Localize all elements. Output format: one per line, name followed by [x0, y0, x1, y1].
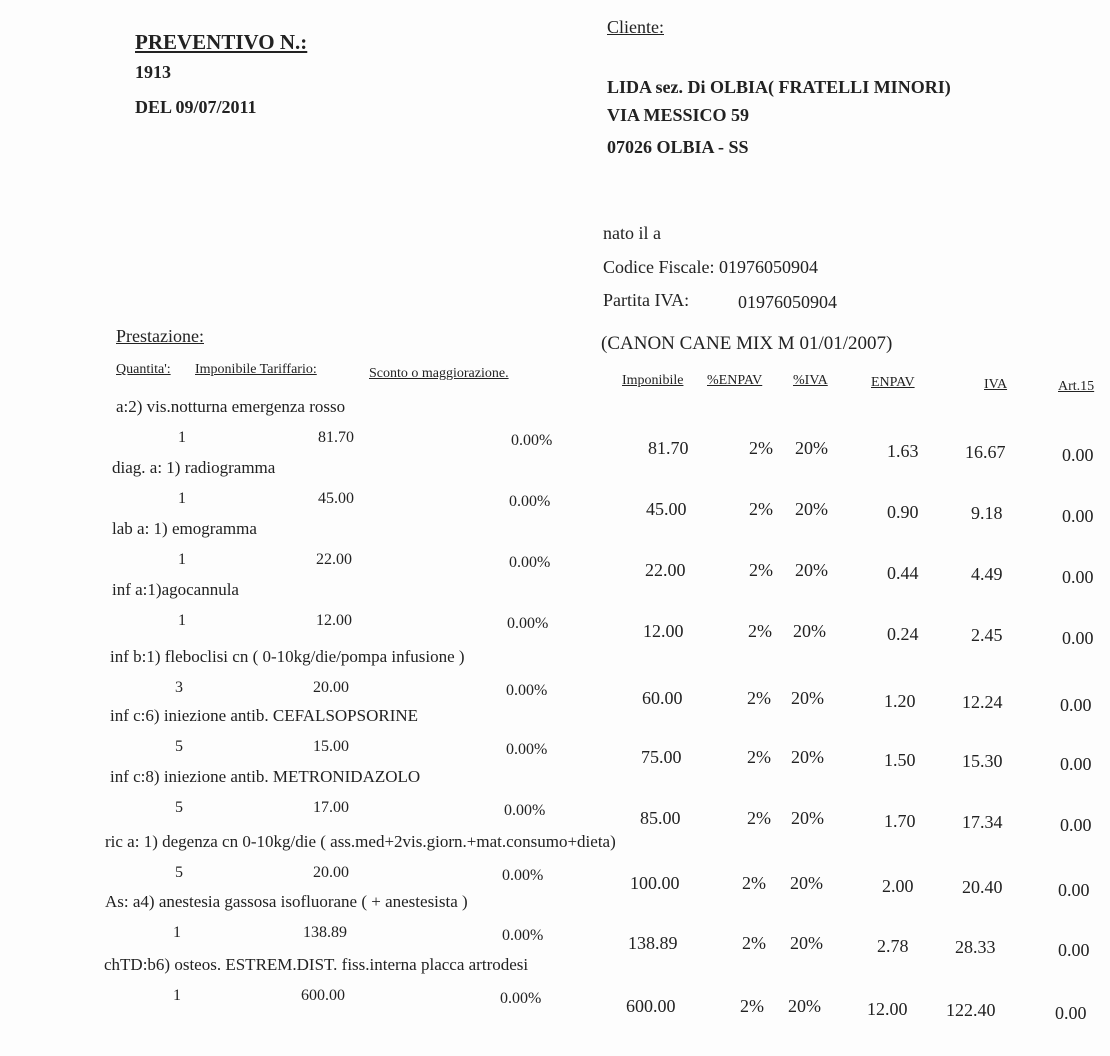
enpav-cell: 2.00 — [882, 876, 914, 896]
header-pct-enpav: %ENPAV — [707, 373, 763, 388]
art15-cell: 0.00 — [1058, 880, 1090, 900]
enpav-cell: 2.78 — [877, 936, 909, 956]
art15-cell: 0.00 — [1060, 754, 1092, 774]
discount-cell: 0.00% — [506, 682, 548, 699]
art15-cell: 0.00 — [1060, 815, 1092, 835]
quote-date: DEL 09/07/2011 — [135, 97, 257, 117]
art15-cell: 0.00 — [1062, 567, 1094, 587]
iva-cell: 20.40 — [962, 877, 1003, 897]
service-description: diag. a: 1) radiogramma — [112, 458, 276, 477]
pct-iva-cell: 20% — [788, 996, 821, 1016]
partita-iva-value: 01976050904 — [738, 292, 837, 312]
imponibile-cell: 45.00 — [646, 499, 687, 519]
animal-info: (CANON CANE MIX M 01/01/2007) — [601, 333, 893, 354]
quantity-cell: 1 — [173, 987, 181, 1004]
pct-iva-cell: 20% — [791, 808, 824, 828]
tariff-cell: 20.00 — [313, 864, 349, 881]
imponibile-cell: 75.00 — [641, 747, 682, 767]
tariff-cell: 20.00 — [313, 679, 349, 696]
iva-cell: 9.18 — [971, 503, 1003, 523]
client-address: VIA MESSICO 59 — [607, 105, 750, 125]
tariff-cell: 81.70 — [318, 429, 354, 446]
pct-iva-cell: 20% — [790, 873, 823, 893]
art15-cell: 0.00 — [1055, 1003, 1087, 1023]
service-description: As: a4) anestesia gassosa isofluorane ( + anestesista ) — [105, 892, 468, 911]
discount-cell: 0.00% — [502, 927, 544, 944]
discount-cell: 0.00% — [504, 802, 546, 819]
iva-cell: 4.49 — [971, 564, 1003, 584]
service-description: ric a: 1) degenza cn 0-10kg/die ( ass.med+2vis.giorn.+mat.consumo+dieta) — [105, 832, 616, 851]
iva-cell: 28.33 — [955, 937, 996, 957]
imponibile-cell: 138.89 — [628, 933, 678, 953]
art15-cell: 0.00 — [1060, 695, 1092, 715]
tariff-cell: 15.00 — [313, 738, 349, 755]
enpav-cell: 12.00 — [867, 999, 908, 1019]
enpav-cell: 1.20 — [884, 691, 916, 711]
pct-enpav-cell: 2% — [749, 438, 773, 458]
discount-cell: 0.00% — [511, 432, 553, 449]
header-discount: Sconto o maggiorazione. — [369, 366, 509, 381]
art15-cell: 0.00 — [1062, 628, 1094, 648]
birth-info: nato il a — [603, 223, 661, 243]
pct-enpav-cell: 2% — [742, 933, 766, 953]
client-city: 07026 OLBIA - SS — [607, 137, 749, 157]
pct-iva-cell: 20% — [791, 747, 824, 767]
quantity-cell: 5 — [175, 799, 183, 816]
enpav-cell: 0.90 — [887, 502, 919, 522]
tariff-cell: 600.00 — [301, 987, 345, 1004]
pct-enpav-cell: 2% — [748, 621, 772, 641]
header-iva: IVA — [984, 377, 1008, 392]
quantity-cell: 5 — [175, 738, 183, 755]
art15-cell: 0.00 — [1062, 445, 1094, 465]
imponibile-cell: 81.70 — [648, 438, 689, 458]
quantity-cell: 1 — [178, 612, 186, 629]
iva-cell: 122.40 — [946, 1000, 996, 1020]
discount-cell: 0.00% — [507, 615, 549, 632]
discount-cell: 0.00% — [506, 741, 548, 758]
quantity-cell: 5 — [175, 864, 183, 881]
discount-cell: 0.00% — [509, 554, 551, 571]
tariff-cell: 12.00 — [316, 612, 352, 629]
quantity-cell: 1 — [178, 490, 186, 507]
tariff-cell: 22.00 — [316, 551, 352, 568]
service-description: inf a:1)agocannula — [112, 580, 239, 599]
service-description: a:2) vis.notturna emergenza rosso — [116, 397, 346, 416]
partita-iva-label: Partita IVA: — [603, 290, 690, 310]
discount-cell: 0.00% — [500, 990, 542, 1007]
pct-iva-cell: 20% — [793, 621, 826, 641]
imponibile-cell: 12.00 — [643, 621, 684, 641]
enpav-cell: 0.24 — [887, 624, 919, 644]
imponibile-cell: 600.00 — [626, 996, 676, 1016]
service-description: inf c:8) iniezione antib. METRONIDAZOLO — [110, 767, 421, 786]
discount-cell: 0.00% — [502, 867, 544, 884]
tariff-cell: 45.00 — [318, 490, 354, 507]
pct-iva-cell: 20% — [795, 499, 828, 519]
service-description: inf b:1) fleboclisi cn ( 0-10kg/die/pompa infusione ) — [110, 647, 465, 666]
codice-fiscale: Codice Fiscale: 01976050904 — [603, 257, 818, 277]
enpav-cell: 0.44 — [887, 563, 919, 583]
art15-cell: 0.00 — [1058, 940, 1090, 960]
section-label: Prestazione: — [116, 326, 204, 346]
header-tariff: Imponibile Tariffario: — [195, 362, 317, 377]
header-pct-iva: %IVA — [793, 373, 828, 388]
pct-iva-cell: 20% — [795, 438, 828, 458]
pct-enpav-cell: 2% — [747, 747, 771, 767]
iva-cell: 16.67 — [965, 442, 1006, 462]
pct-iva-cell: 20% — [795, 560, 828, 580]
imponibile-cell: 85.00 — [640, 808, 681, 828]
iva-cell: 2.45 — [971, 625, 1003, 645]
pct-enpav-cell: 2% — [747, 808, 771, 828]
service-description: lab a: 1) emogramma — [112, 519, 257, 538]
client-label: Cliente: — [607, 17, 664, 37]
header-imponibile: Imponibile — [622, 373, 684, 388]
service-description: chTD:b6) osteos. ESTREM.DIST. fiss.interna placca artrodesi — [104, 955, 529, 974]
header-art15: Art.15 — [1058, 379, 1095, 394]
quantity-cell: 1 — [173, 924, 181, 941]
pct-enpav-cell: 2% — [747, 688, 771, 708]
discount-cell: 0.00% — [509, 493, 551, 510]
enpav-cell: 1.70 — [884, 811, 916, 831]
imponibile-cell: 100.00 — [630, 873, 680, 893]
header-enpav: ENPAV — [871, 375, 915, 390]
iva-cell: 17.34 — [962, 812, 1003, 832]
enpav-cell: 1.63 — [887, 441, 919, 461]
iva-cell: 15.30 — [962, 751, 1003, 771]
tariff-cell: 138.89 — [303, 924, 347, 941]
imponibile-cell: 60.00 — [642, 688, 683, 708]
header-quantity: Quantita': — [116, 362, 171, 377]
iva-cell: 12.24 — [962, 692, 1003, 712]
pct-enpav-cell: 2% — [740, 996, 764, 1016]
quantity-cell: 1 — [178, 429, 186, 446]
enpav-cell: 1.50 — [884, 750, 916, 770]
tariff-cell: 17.00 — [313, 799, 349, 816]
quote-number: 1913 — [135, 62, 171, 82]
client-name: LIDA sez. Di OLBIA( FRATELLI MINORI) — [607, 77, 951, 97]
pct-iva-cell: 20% — [790, 933, 823, 953]
imponibile-cell: 22.00 — [645, 560, 686, 580]
pct-enpav-cell: 2% — [749, 560, 773, 580]
quantity-cell: 1 — [178, 551, 186, 568]
pct-enpav-cell: 2% — [742, 873, 766, 893]
service-description: inf c:6) iniezione antib. CEFALSOPSORINE — [110, 706, 419, 725]
quote-title: PREVENTIVO N.: — [135, 30, 308, 54]
art15-cell: 0.00 — [1062, 506, 1094, 526]
pct-enpav-cell: 2% — [749, 499, 773, 519]
pct-iva-cell: 20% — [791, 688, 824, 708]
quantity-cell: 3 — [175, 679, 183, 696]
